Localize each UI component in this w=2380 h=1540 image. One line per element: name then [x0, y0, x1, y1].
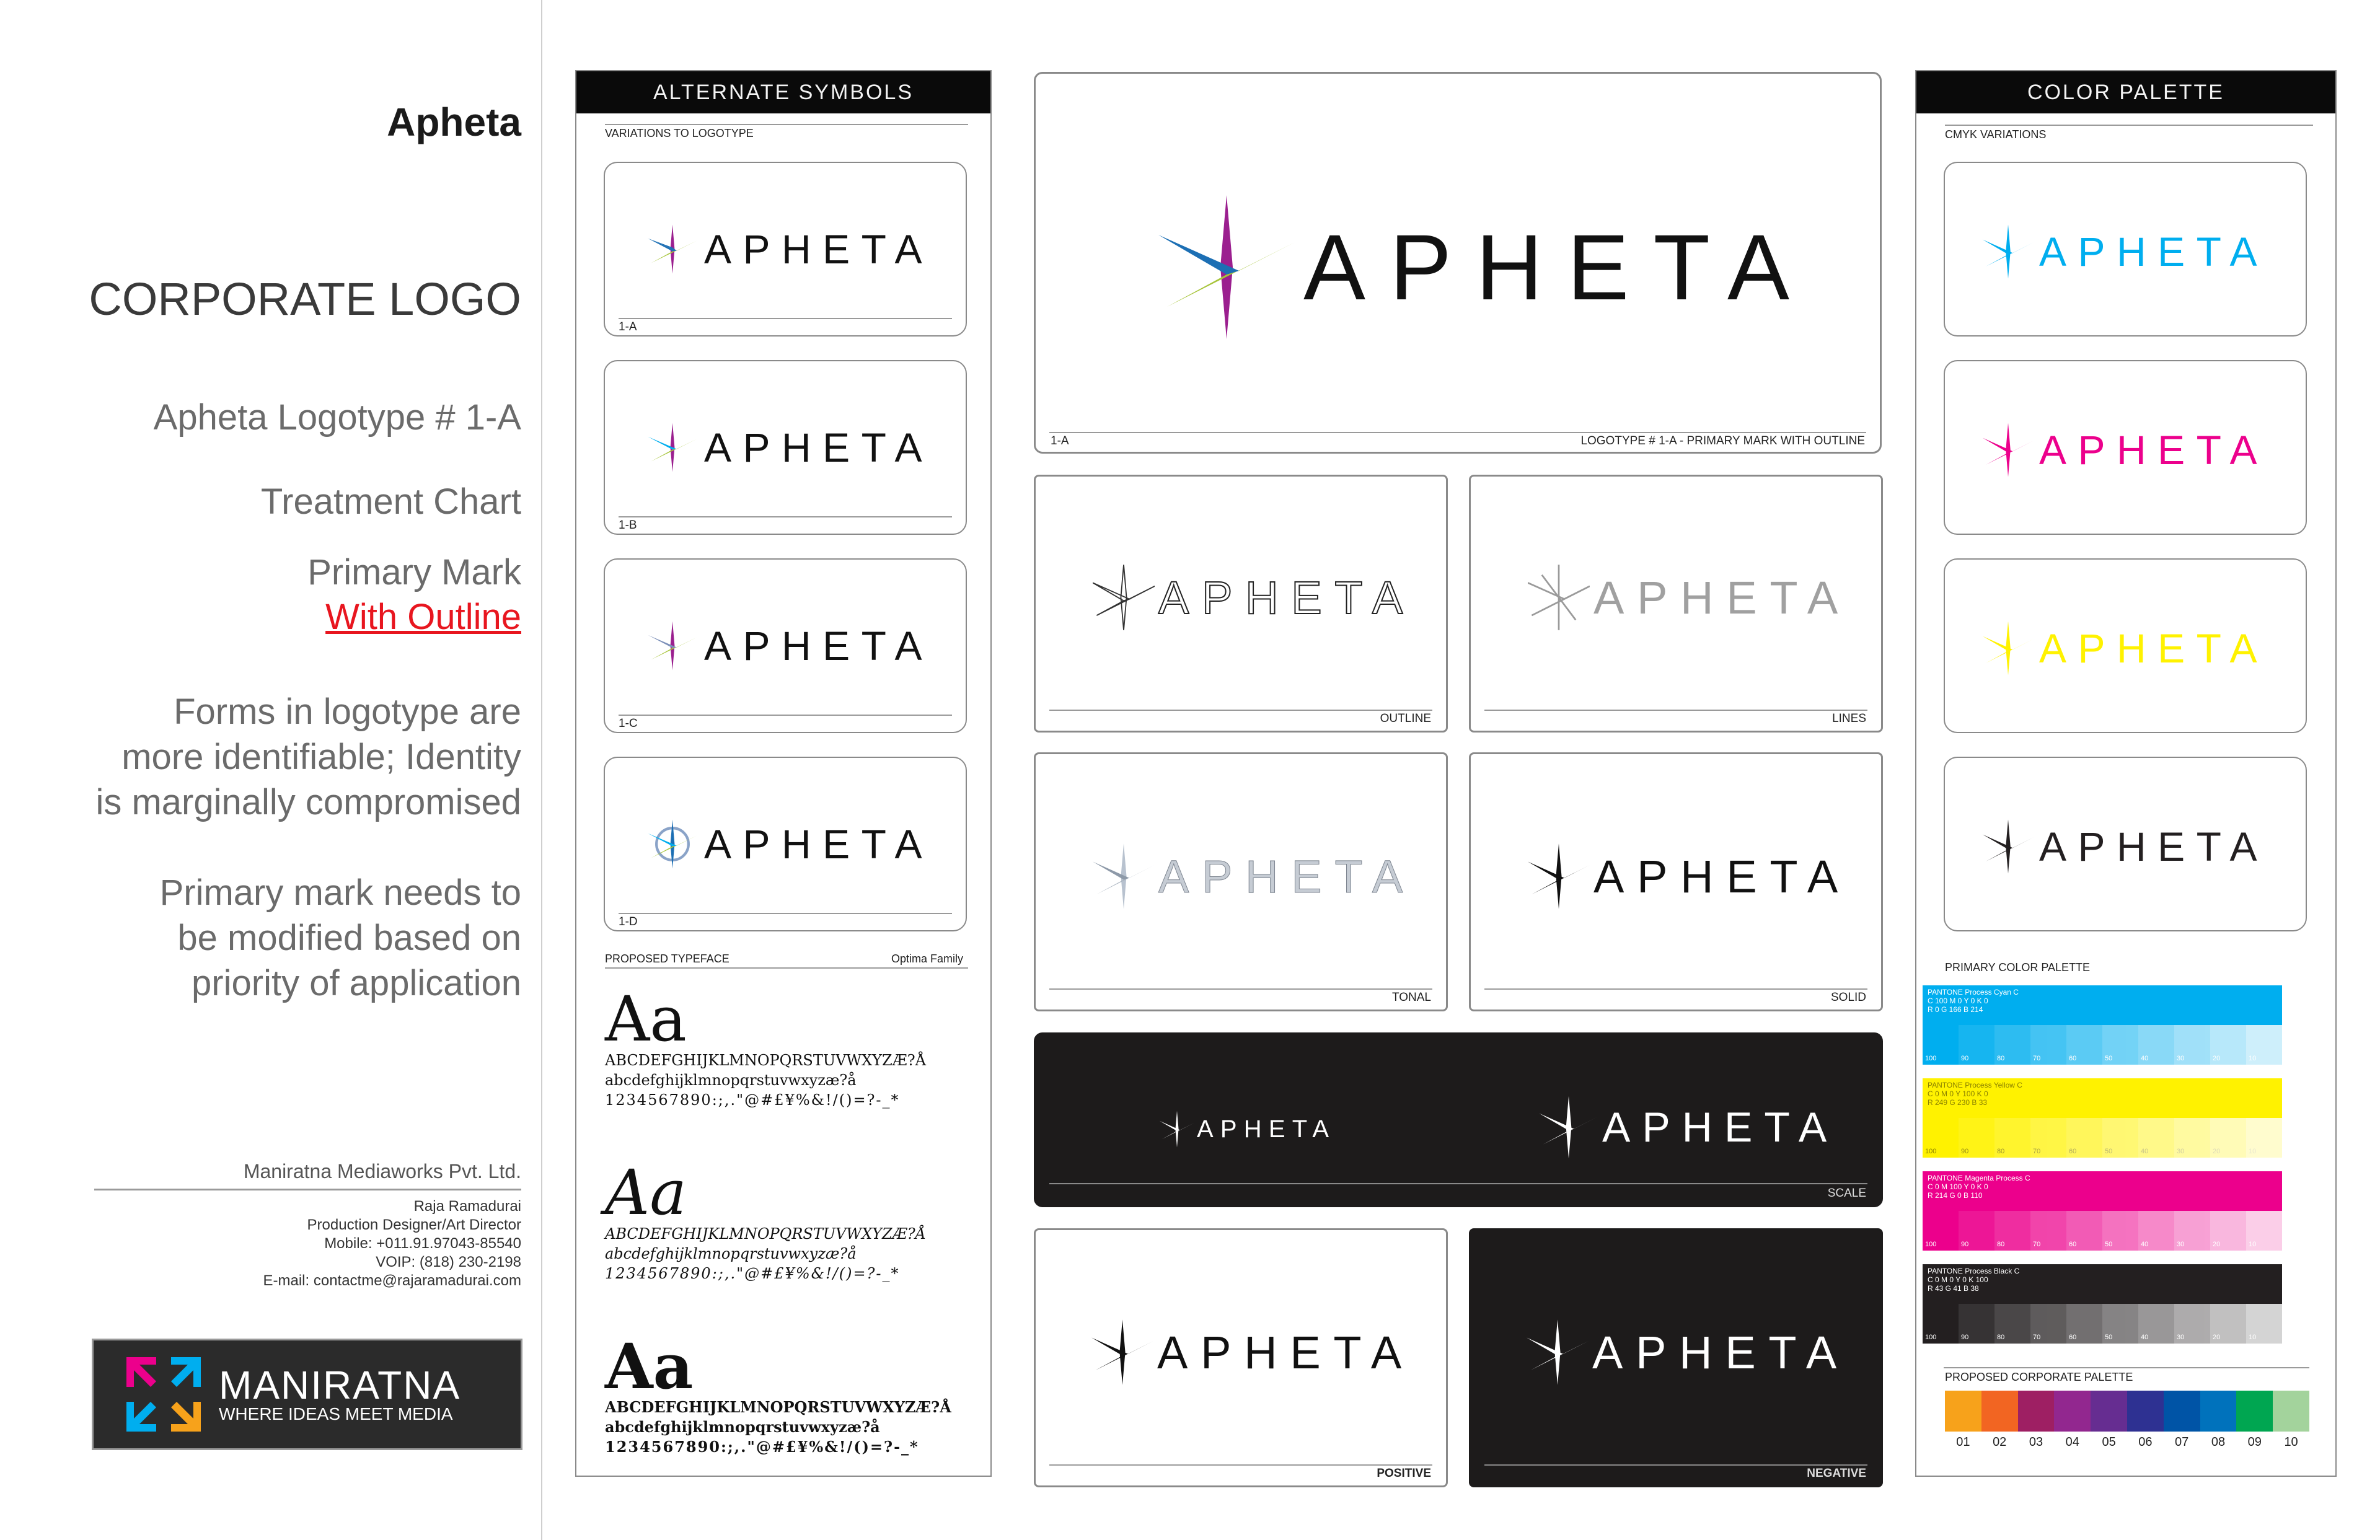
corporate-swatch: [1945, 1391, 1981, 1450]
tint-swatch: [2066, 1211, 2102, 1251]
divider: [605, 967, 968, 969]
primary-color-rgb: R 0 G 166 B 214: [1928, 1005, 1983, 1014]
tint-swatch: [2138, 1025, 2174, 1065]
tint-swatch: [1923, 1211, 1959, 1251]
tint-label: 60: [2069, 1334, 2077, 1341]
scale-logo-large: [1539, 1095, 1838, 1159]
tint-swatch: [2030, 1211, 2066, 1251]
specimen-lower: abcdefghijklmnopqrstuvwxyzæ?å: [605, 1245, 857, 1262]
tint-swatch: [2138, 1118, 2174, 1158]
corporate-swatch-color: [2236, 1391, 2273, 1432]
specimen-regular: [605, 983, 926, 1110]
tint-swatch: [2102, 1118, 2138, 1158]
divider: [1049, 988, 1432, 990]
primary-color-cmyk: C 100 M 0 Y 0 K 0: [1928, 997, 1988, 1005]
tint-swatch: [1994, 1304, 2030, 1344]
tint-swatch: [1959, 1211, 1994, 1251]
logo-wordmark: APHETA: [704, 226, 934, 272]
cmyk-logo: [1982, 224, 2268, 279]
primary-logo: [1158, 193, 1814, 341]
apheta-star-icon: [1982, 422, 2034, 478]
tint-swatch: [1923, 1025, 1959, 1065]
primary-color-block: [1923, 1078, 2282, 1158]
apheta-star-icon: [1091, 1318, 1153, 1386]
tint-swatch: [2030, 1118, 2066, 1158]
divider: [619, 318, 952, 319]
tint-swatch: [2138, 1211, 2174, 1251]
tint-label: 20: [2213, 1334, 2221, 1341]
tint-label: 90: [1961, 1334, 1969, 1341]
logo-variant-1a: [646, 222, 933, 276]
tint-swatch: [2210, 1211, 2246, 1251]
tint-label: 100: [1925, 1241, 1937, 1248]
logo-wordmark: APHETA: [1593, 850, 1851, 902]
corporate-swatch-color: [1945, 1391, 1981, 1432]
tint-label: 80: [1997, 1241, 2005, 1248]
divider: [1049, 1183, 1867, 1184]
corporate-palette-label: PROPOSED CORPORATE PALETTE: [1945, 1371, 2133, 1383]
tint-label: 30: [2177, 1334, 2185, 1341]
specimen-digits: 1234567890:;,."@#£¥%&!/()=?-_*: [605, 1438, 919, 1456]
note-line: Forms in logotype are: [174, 692, 521, 732]
tint-swatch: [2246, 1211, 2282, 1251]
typeface-family: Optima Family: [891, 953, 963, 965]
outline-logo: [1093, 563, 1416, 631]
tint-label: 40: [2141, 1055, 2149, 1062]
specimen-lower: abcdefghijklmnopqrstuvwxyzæ?å: [605, 1071, 857, 1089]
tint-swatch: [1959, 1304, 1994, 1344]
tint-label: 50: [2105, 1241, 2113, 1248]
corporate-swatch-color: [2200, 1391, 2237, 1432]
apheta-star-icon: [1982, 620, 2034, 676]
corporate-swatch-color: [2164, 1391, 2200, 1432]
color-palette-title: COLOR PALETTE: [1916, 71, 2335, 113]
corporate-swatch-color: [2018, 1391, 2055, 1432]
tint-label: 50: [2105, 1148, 2113, 1155]
apheta-star-icon: [1093, 842, 1155, 910]
tint-label: 100: [1925, 1055, 1937, 1062]
divider: [619, 913, 952, 914]
divider: [1944, 1367, 2309, 1368]
treatment-label: LINES: [1832, 712, 1866, 725]
logo-wordmark: APHETA: [704, 425, 934, 470]
alternate-symbols-panel: [575, 70, 992, 1477]
tint-label: 50: [2105, 1055, 2113, 1062]
tint-swatch: [1959, 1025, 1994, 1065]
tonal-treatment-box[interactable]: [1034, 752, 1448, 1011]
apheta-star-icon: [646, 619, 699, 672]
contact-mobile: Mobile: +011.91.97043-85540: [324, 1235, 521, 1252]
tint-label: 10: [2249, 1241, 2257, 1248]
primary-logo-id: 1-A: [1051, 434, 1069, 447]
note-identity: [95, 689, 521, 825]
primary-color-rgb: R 214 G 0 B 110: [1928, 1191, 1983, 1200]
maniratna-name: MANIRATNA: [219, 1363, 461, 1407]
variant-card-1d[interactable]: [604, 757, 967, 931]
corporate-swatch-number: 10: [2284, 1435, 2298, 1449]
note-line: Primary mark needs to: [159, 873, 521, 913]
outline-treatment-box[interactable]: [1034, 475, 1448, 733]
apheta-star-icon: [1158, 193, 1295, 341]
corporate-swatch-number: 01: [1956, 1435, 1970, 1449]
logo-wordmark: APHETA: [1303, 214, 1814, 319]
divider: [1484, 710, 1867, 711]
specimen-big: Aa: [605, 983, 687, 1055]
corporate-swatch-number: 04: [2065, 1435, 2079, 1449]
logo-wordmark: APHETA: [1602, 1104, 1839, 1151]
logotype-label: Apheta Logotype # 1-A: [153, 397, 521, 438]
specimen-bold: [605, 1330, 951, 1457]
variant-id: 1-A: [619, 320, 637, 333]
corporate-swatch: [2273, 1391, 2309, 1450]
logo-variant-1c: [646, 619, 933, 672]
tint-label: 80: [1997, 1055, 2005, 1062]
note-line: be modified based on: [177, 918, 521, 958]
logo-wordmark: APHETA: [704, 623, 934, 669]
corporate-swatch: [2200, 1391, 2237, 1450]
tint-swatch: [1994, 1025, 2030, 1065]
logo-wordmark: APHETA: [1157, 1326, 1414, 1378]
primary-color-cmyk: C 0 M 0 Y 0 K 100: [1928, 1275, 1988, 1284]
specimen-digits: 1234567890:;,."@#£¥%&!/()=?-_*: [605, 1265, 900, 1282]
specimen-italic: [605, 1156, 926, 1283]
chart-label: Treatment Chart: [260, 482, 521, 522]
divider: [1049, 1464, 1432, 1466]
tint-label: 10: [2249, 1148, 2257, 1155]
corporate-swatch-number: 08: [2211, 1435, 2226, 1449]
positive-treatment-box[interactable]: [1034, 1228, 1448, 1487]
primary-color-head: [1923, 1264, 2282, 1304]
corporate-swatch-color: [2054, 1391, 2091, 1432]
tint-swatch: [1923, 1118, 1959, 1158]
tint-label: 60: [2069, 1241, 2077, 1248]
typeface-label: PROPOSED TYPEFACE: [605, 953, 729, 965]
tint-label: 70: [2033, 1334, 2041, 1341]
primary-logo-caption: LOGOTYPE # 1-A - PRIMARY MARK WITH OUTLINE: [1580, 434, 1865, 447]
cmyk-logo: [1982, 620, 2268, 676]
specimen-digits: 1234567890:;,."@#£¥%&!/()=?-_*: [605, 1091, 900, 1109]
tint-swatch: [2174, 1025, 2210, 1065]
tint-label: 90: [1961, 1241, 1969, 1248]
contact-voip: VOIP: (818) 230-2198: [376, 1254, 521, 1270]
negative-logo: [1527, 1318, 1849, 1386]
maniratna-arrows-icon: [117, 1348, 210, 1441]
solid-treatment-box[interactable]: [1469, 752, 1883, 1011]
scale-treatment-box[interactable]: [1034, 1032, 1883, 1207]
primary-color-block: [1923, 1264, 2282, 1344]
tint-label: 10: [2249, 1055, 2257, 1062]
tint-swatch: [2030, 1304, 2066, 1344]
specimen-upper: ABCDEFGHIJKLMNOPQRSTUVWXYZÆ?Å: [605, 1052, 926, 1069]
lines-logo: [1528, 563, 1851, 631]
apheta-star-icon: [646, 817, 699, 871]
tint-swatch: [1959, 1118, 1994, 1158]
corporate-swatch: [2164, 1391, 2200, 1450]
cmyk-logo: [1982, 422, 2268, 478]
tint-strip: [1923, 1118, 2282, 1158]
corporate-swatch-color: [2273, 1391, 2309, 1432]
lines-treatment-box[interactable]: [1469, 475, 1883, 733]
specimen-big: Aa: [605, 1156, 687, 1229]
primary-color-block: [1923, 985, 2282, 1065]
tint-label: 50: [2105, 1334, 2113, 1341]
apheta-star-icon: [1528, 842, 1590, 910]
specimen-big: Aa: [605, 1330, 694, 1403]
tint-label: 30: [2177, 1241, 2185, 1248]
logo-wordmark: APHETA: [704, 821, 934, 867]
cmyk-card[interactable]: [1944, 162, 2307, 337]
apheta-star-icon: [1527, 1318, 1589, 1386]
logo-wordmark: APHETA: [1592, 1326, 1849, 1378]
tint-label: 20: [2213, 1055, 2221, 1062]
tonal-logo: [1093, 842, 1416, 910]
apheta-star-icon: [646, 421, 699, 474]
contact-role: Production Designer/Art Director: [307, 1217, 521, 1233]
corporate-swatches: [1945, 1391, 2309, 1450]
company-name: Maniratna Mediaworks Pvt. Ltd.: [243, 1160, 521, 1182]
tint-swatch: [2210, 1118, 2246, 1158]
tint-swatch: [2246, 1118, 2282, 1158]
corporate-swatch-number: 06: [2138, 1435, 2153, 1449]
corporate-swatch-number: 07: [2175, 1435, 2189, 1449]
tint-label: 30: [2177, 1148, 2185, 1155]
logo-wordmark: APHETA: [1158, 571, 1416, 623]
tint-swatch: [2066, 1304, 2102, 1344]
tint-strip: [1923, 1025, 2282, 1065]
primary-color-rgb: R 43 G 41 B 38: [1928, 1284, 1979, 1293]
tint-label: 80: [1997, 1334, 2005, 1341]
tint-swatch: [2210, 1304, 2246, 1344]
apheta-star-icon: [1539, 1095, 1598, 1159]
solid-logo: [1528, 842, 1851, 910]
specimen-upper: ABCDEFGHIJKLMNOPQRSTUVWXYZÆ?Å: [605, 1225, 926, 1243]
tint-swatch: [2066, 1025, 2102, 1065]
apheta-star-icon: [1982, 224, 2034, 279]
tint-swatch: [2102, 1304, 2138, 1344]
negative-treatment-box[interactable]: [1469, 1228, 1883, 1487]
tint-strip: [1923, 1304, 2282, 1344]
tint-swatch: [2066, 1118, 2102, 1158]
cmyk-card[interactable]: [1944, 558, 2307, 733]
with-outline-link[interactable]: With Outline: [325, 597, 521, 637]
tint-swatch: [2174, 1304, 2210, 1344]
corporate-swatch-color: [2091, 1391, 2127, 1432]
corporate-swatch-number: 05: [2102, 1435, 2116, 1449]
corporate-swatch: [2018, 1391, 2055, 1450]
alternate-symbols-title: ALTERNATE SYMBOLS: [576, 71, 990, 113]
contact-email: E-mail: contactme@rajaramadurai.com: [263, 1272, 521, 1289]
tint-label: 30: [2177, 1055, 2185, 1062]
primary-color-head: [1923, 1171, 2282, 1211]
tint-swatch: [2246, 1304, 2282, 1344]
primary-color-cmyk: C 0 M 100 Y 0 K 0: [1928, 1182, 1988, 1191]
treatment-label: SOLID: [1830, 991, 1866, 1004]
note-line: priority of application: [192, 963, 521, 1003]
tint-swatch: [2102, 1025, 2138, 1065]
treatment-label: OUTLINE: [1380, 712, 1431, 725]
apheta-star-icon: [1093, 563, 1155, 631]
cmyk-label: CMYK VARIATIONS: [1945, 128, 2047, 141]
corporate-swatch-number: 09: [2247, 1435, 2262, 1449]
apheta-star-icon: [1528, 563, 1590, 631]
tint-label: 40: [2141, 1241, 2149, 1248]
primary-color-name: PANTONE Magenta Process C: [1928, 1174, 2030, 1182]
variant-card-1c[interactable]: [604, 558, 967, 733]
primary-color-name: PANTONE Process Yellow C: [1928, 1081, 2022, 1089]
tint-swatch: [2138, 1304, 2174, 1344]
tint-swatch: [1994, 1211, 2030, 1251]
divider: [1049, 710, 1432, 711]
tint-label: 80: [1997, 1148, 2005, 1155]
variant-card-1b[interactable]: [604, 360, 967, 535]
logo-wordmark: APHETA: [1158, 850, 1416, 902]
treatment-label: TONAL: [1391, 991, 1431, 1004]
apheta-star-icon: [1160, 1110, 1194, 1148]
logo-wordmark: APHETA: [1593, 571, 1851, 623]
primary-color-cmyk: C 0 M 0 Y 100 K 0: [1928, 1089, 1988, 1098]
scale-logo-small: [1160, 1110, 1336, 1148]
variant-id: 1-B: [619, 519, 637, 532]
tint-label: 40: [2141, 1148, 2149, 1155]
primary-logo-box[interactable]: [1034, 72, 1882, 454]
tint-swatch: [2174, 1211, 2210, 1251]
variant-id: 1-C: [619, 717, 638, 730]
tint-swatch: [2030, 1025, 2066, 1065]
company-divider: [94, 1189, 521, 1190]
maniratna-logo: [92, 1339, 522, 1450]
primary-color-name: PANTONE Process Black C: [1928, 1267, 2020, 1275]
tint-label: 60: [2069, 1055, 2077, 1062]
apheta-star-icon: [1982, 819, 2034, 874]
maniratna-tagline: WHERE IDEAS MEET MEDIA: [219, 1404, 453, 1423]
tint-label: 100: [1925, 1334, 1937, 1341]
tint-label: 20: [2213, 1148, 2221, 1155]
tint-label: 100: [1925, 1148, 1937, 1155]
logo-wordmark: APHETA: [1197, 1115, 1336, 1143]
tint-swatch: [2102, 1211, 2138, 1251]
treatment-label: SCALE: [1827, 1187, 1866, 1200]
mark-label: Primary Mark: [307, 552, 521, 592]
tint-label: 70: [2033, 1241, 2041, 1248]
tint-label: 10: [2249, 1334, 2257, 1341]
corporate-swatch: [2236, 1391, 2273, 1450]
divider: [1049, 432, 1866, 433]
tint-swatch: [2174, 1118, 2210, 1158]
primary-color-head: [1923, 985, 2282, 1025]
tint-label: 70: [2033, 1055, 2041, 1062]
positive-logo: [1091, 1318, 1414, 1386]
note-line: is marginally compromised: [95, 782, 521, 822]
cmyk-logo: [1982, 819, 2268, 874]
tint-label: 90: [1961, 1055, 1969, 1062]
contact-name: Raja Ramadurai: [413, 1198, 521, 1215]
note-line: more identifiable; Identity: [121, 737, 521, 777]
corporate-swatch-number: 02: [1993, 1435, 2007, 1449]
logo-variant-1d: [646, 817, 933, 871]
primary-color-rgb: R 249 G 230 B 33: [1928, 1098, 1988, 1107]
cmyk-card[interactable]: [1944, 757, 2307, 931]
logo-wordmark: APHETA: [2039, 824, 2269, 869]
logo-wordmark: APHETA: [2039, 625, 2269, 671]
corporate-swatch-color: [1981, 1391, 2018, 1432]
tint-swatch: [2210, 1025, 2246, 1065]
tint-swatch: [1923, 1304, 1959, 1344]
corporate-swatch-number: 03: [2029, 1435, 2043, 1449]
tint-label: 70: [2033, 1148, 2041, 1155]
divider: [619, 516, 952, 517]
tint-label: 90: [1961, 1148, 1969, 1155]
specimen-lower: abcdefghijklmnopqrstuvwxyzæ?å: [605, 1418, 880, 1436]
primary-color-name: PANTONE Process Cyan C: [1928, 988, 2019, 997]
corporate-swatch: [2127, 1391, 2164, 1450]
info-sidebar: [0, 0, 542, 1540]
contact-block: [263, 1197, 522, 1290]
primary-palette-label: PRIMARY COLOR PALETTE: [1945, 961, 2091, 974]
variant-id: 1-D: [619, 915, 638, 928]
divider: [619, 715, 952, 716]
primary-color-block: [1923, 1171, 2282, 1251]
specimen-upper: ABCDEFGHIJKLMNOPQRSTUVWXYZÆ?Å: [605, 1398, 951, 1416]
primary-color-head: [1923, 1078, 2282, 1118]
section-title: CORPORATE LOGO: [89, 273, 521, 325]
brand-title: Apheta: [387, 100, 521, 144]
corporate-swatch: [2054, 1391, 2091, 1450]
corporate-swatch: [2091, 1391, 2127, 1450]
treatment-label: POSITIVE: [1377, 1467, 1431, 1480]
treatment-label: NEGATIVE: [1807, 1467, 1866, 1480]
divider: [1945, 125, 2313, 126]
tint-label: 60: [2069, 1148, 2077, 1155]
tint-swatch: [1994, 1118, 2030, 1158]
tint-strip: [1923, 1211, 2282, 1251]
variant-card-1a[interactable]: [604, 162, 967, 337]
logo-variant-1b: [646, 421, 933, 474]
tint-label: 40: [2141, 1334, 2149, 1341]
note-modify: [160, 870, 521, 1006]
variations-label: VARIATIONS TO LOGOTYPE: [605, 127, 754, 139]
corporate-swatch: [1981, 1391, 2018, 1450]
divider: [1484, 988, 1867, 990]
tint-label: 20: [2213, 1241, 2221, 1248]
apheta-star-icon: [646, 222, 699, 276]
divider: [605, 124, 968, 125]
corporate-swatch-color: [2127, 1391, 2164, 1432]
logo-wordmark: APHETA: [2039, 229, 2269, 275]
cmyk-card[interactable]: [1944, 360, 2307, 535]
logo-wordmark: APHETA: [2039, 427, 2269, 473]
tint-swatch: [2246, 1025, 2282, 1065]
divider: [1484, 1464, 1867, 1466]
